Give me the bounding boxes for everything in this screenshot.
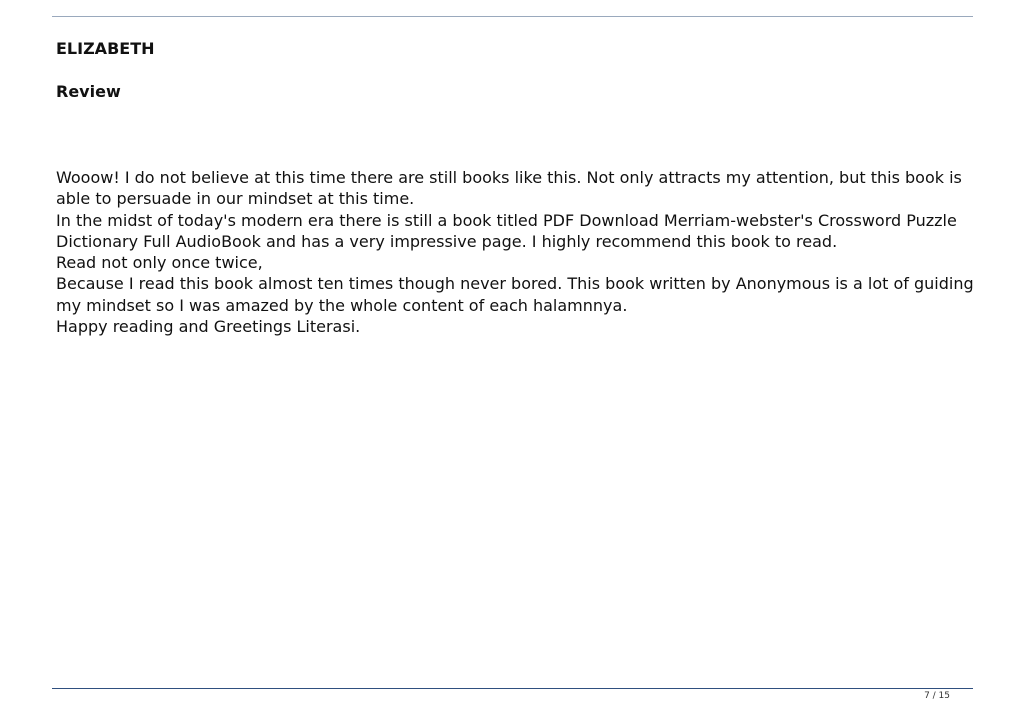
section-heading: Review xyxy=(56,82,121,101)
author-heading: ELIZABETH xyxy=(56,39,155,58)
review-paragraph: In the midst of today's modern era there is still a book titled PDF Download Merriam-webster's Crossword Puzzle Dictionary Full AudioBook and has a very impressive page. I highly recommend this book to read. xyxy=(56,210,957,251)
review-paragraph: Happy reading and Greetings Literasi. xyxy=(56,317,361,337)
page-number: 7 / 15 xyxy=(924,691,950,701)
review-paragraph: Because I read this book almost ten times though never bored. This book written by Anonymous is a lot of guiding my mindset so I was amazed by the whole content of each halamnnya. xyxy=(56,274,974,315)
review-paragraph: Read not only once twice, xyxy=(56,253,263,273)
review-paragraph: Wooow! I do not believe at this time there are still books like this. Not only attracts my attention, but this book is able to persuade in our mindset at this time. xyxy=(56,168,962,209)
footer-rule xyxy=(52,688,973,689)
review-text xyxy=(56,167,976,337)
header-rule xyxy=(52,16,973,17)
